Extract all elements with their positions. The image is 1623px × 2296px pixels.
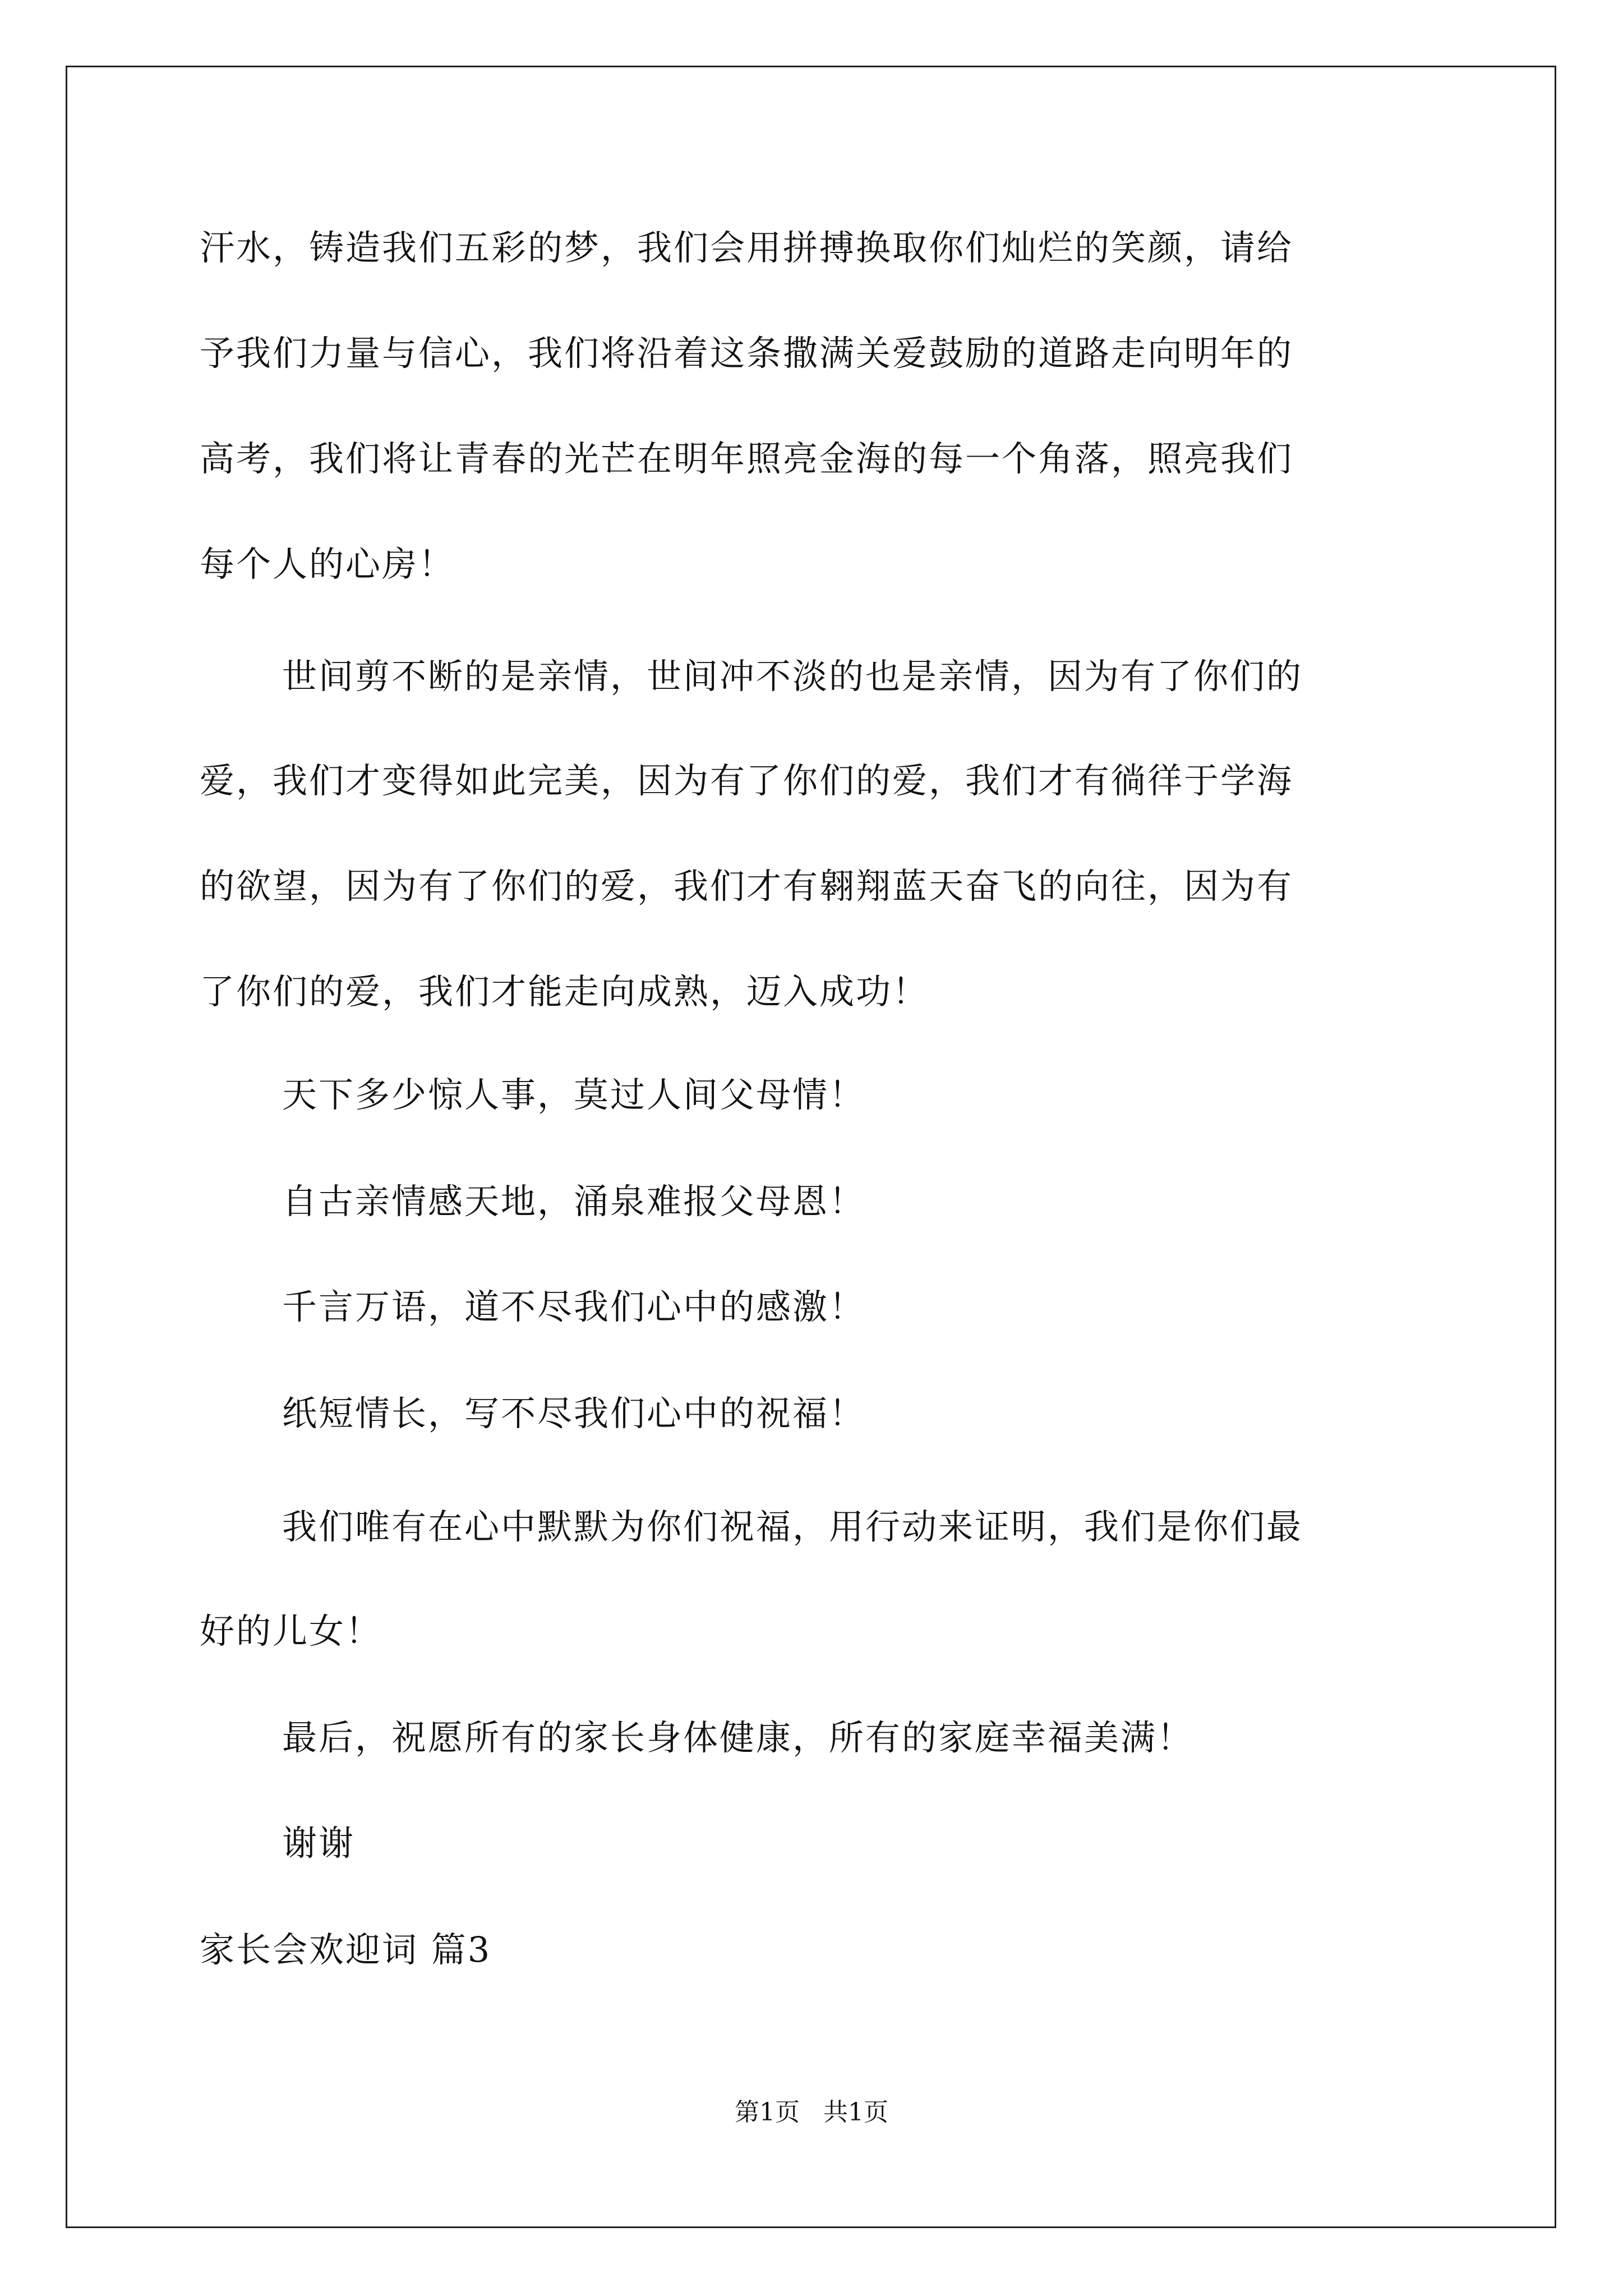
section-heading: 家长会欢迎词 篇3 bbox=[200, 1929, 492, 1970]
paragraph-line: 好的儿女！ bbox=[200, 1611, 382, 1651]
paragraph-line: 的欲望，因为有了你们的爱，我们才有翱翔蓝天奋飞的向往，因为有 bbox=[200, 866, 1294, 907]
paragraph-line: 我们唯有在心中默默为你们祝福，用行动来证明，我们是你们最 bbox=[282, 1506, 1303, 1547]
paragraph-line: 谢谢 bbox=[282, 1823, 356, 1864]
paragraph-line: 汗水，铸造我们五彩的梦，我们会用拼搏换取你们灿烂的笑颜，请给 bbox=[200, 227, 1294, 268]
paragraph-line: 了你们的爱，我们才能走向成熟，迈入成功！ bbox=[200, 971, 929, 1012]
paragraph-line: 予我们力量与信心，我们将沿着这条撒满关爱鼓励的道路走向明年的 bbox=[200, 333, 1294, 374]
paragraph-line: 天下多少惊人事，莫过人间父母情！ bbox=[282, 1074, 866, 1115]
paragraph-line: 千言万语，道不尽我们心中的感激！ bbox=[282, 1286, 866, 1327]
paragraph-line: 高考，我们将让青春的光芒在明年照亮金海的每一个角落，照亮我们 bbox=[200, 438, 1294, 479]
paragraph-line: 自古亲情感天地，涌泉难报父母恩！ bbox=[282, 1181, 866, 1222]
paragraph-line: 纸短情长，写不尽我们心中的祝福！ bbox=[282, 1393, 866, 1434]
paragraph-line: 每个人的心房！ bbox=[200, 544, 455, 585]
paragraph-line: 最后，祝愿所有的家长身体健康，所有的家庭幸福美满！ bbox=[282, 1717, 1194, 1758]
paragraph-line: 世间剪不断的是亲情，世间冲不淡的也是亲情，因为有了你们的 bbox=[282, 656, 1303, 697]
page-border bbox=[66, 66, 1556, 2228]
paragraph-line: 爱，我们才变得如此完美，因为有了你们的爱，我们才有徜徉于学海 bbox=[200, 760, 1294, 801]
page-footer: 第1页 共1页 bbox=[735, 2098, 888, 2127]
